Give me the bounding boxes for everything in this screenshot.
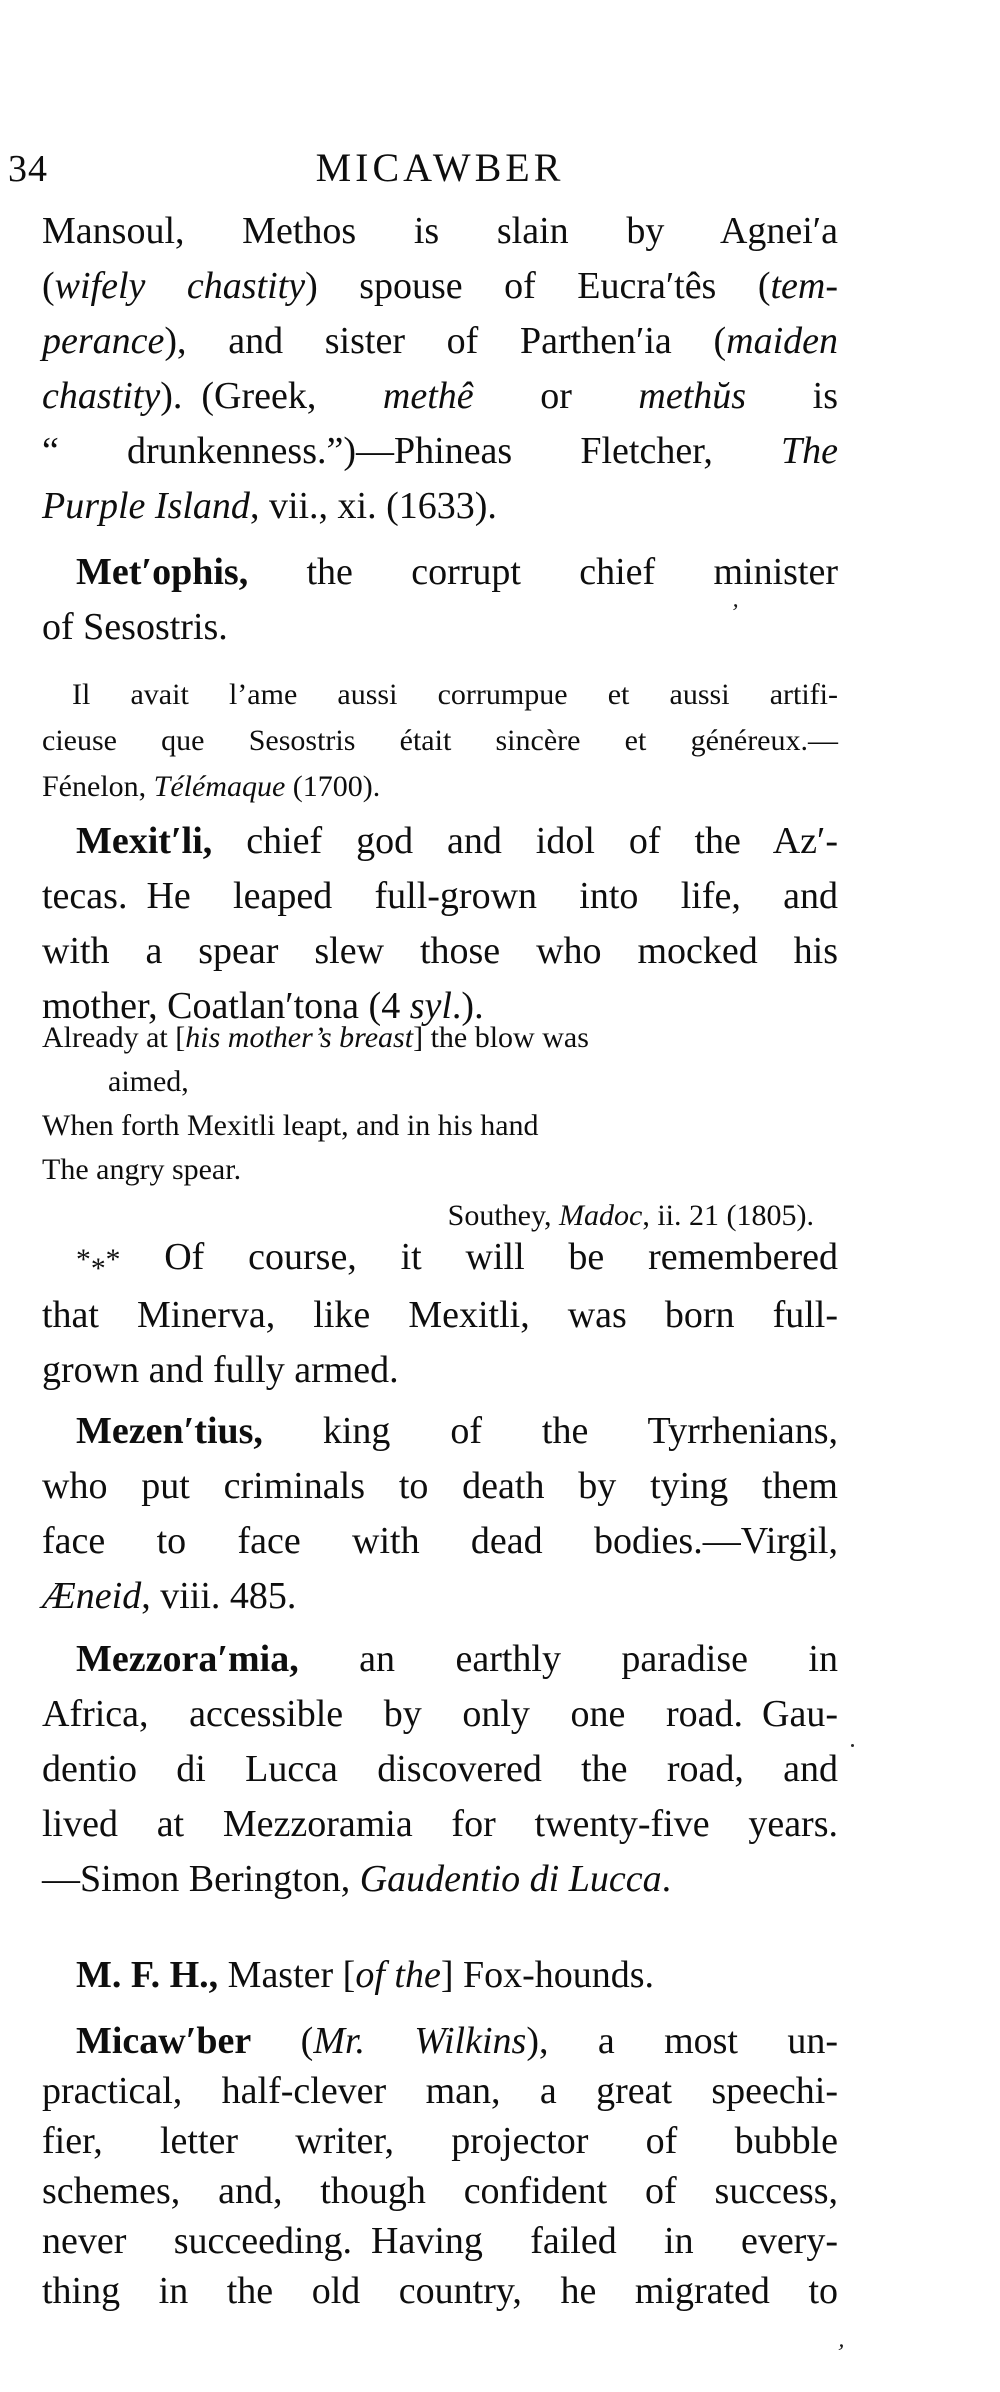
text-line: practical, half-clever man, a great speechi- [42,2070,838,2112]
text-line: Fénelon, Télémaque (1700). [42,770,381,803]
poem-attribution: Southey, Madoc, ii. 21 (1805). [447,1199,814,1232]
quote-southey [42,1016,838,1238]
text-line: “ drunkenness.”)—Phineas Fletcher, The [42,430,838,472]
entry-mexitli [42,814,838,1034]
text-line: never succeeding. Having failed in every- [42,2220,838,2262]
text-line: lived at Mezzoramia for twenty-five years. [42,1803,838,1845]
poem-line: The angry spear. [42,1153,242,1186]
text-line: Æneid, viii. 485. [42,1575,297,1617]
text-line: who put criminals to death by tying them [42,1465,838,1507]
text-line: Purple Island, vii., xi. (1633). [42,485,497,527]
quote-fenelon [42,672,838,810]
entry-mezentius [42,1404,838,1624]
text-line: that Minerva, like Mexitli, was born full- [42,1294,838,1336]
text-line: Mezen′tius, king of the Tyrrhenians, [76,1410,838,1452]
entry-metophis [42,545,838,655]
scan-ink-mark: ’ [833,2339,847,2367]
text-line: Mexit′li, chief god and idol of the Az′- [76,820,838,862]
text-line: with a spear slew those who mocked his [42,930,838,972]
text-line: M. F. H., Master [of the] Fox-hounds. [76,1954,655,1996]
text-line: mother, Coatlan′tona (4 syl.). [42,985,484,1027]
text-line: Met′ophis, the corrupt chief minister [76,551,838,593]
text-line: perance), and sister of Parthen′ia (maiden [42,320,838,362]
text-line: dentio di Lucca discovered the road, and [42,1748,838,1790]
text-line: of Sesostris. [42,606,228,648]
text-line: (wifely chastity) spouse of Eucra′tês (tem- [42,265,839,307]
running-head: MICAWBER [315,145,565,190]
text-line: face to face with dead bodies.—Virgil, [42,1520,838,1562]
poem-line: aimed, [108,1065,189,1098]
text-line: chastity). (Greek, methê or methŭs is [42,375,838,417]
text-line: *** Of course, it will be remembered [76,1236,838,1285]
poem-line: Already at [his mother’s breast] the blow was [42,1021,589,1054]
note-minerva [42,1230,838,1398]
entry-mfh [42,1948,838,2003]
text-line: grown and fully armed. [42,1349,399,1391]
poem-line: When forth Mexitli leapt, and in his hand [42,1109,539,1142]
text-line: Il avait l’ame aussi corrumpue et aussi artifi- [72,678,838,711]
text-line: Mansoul, Methos is slain by Agnei′a [42,210,838,252]
text-line: Africa, accessible by only one road. Gau- [42,1693,838,1735]
text-line: thing in the old country, he migrated to [42,2270,838,2312]
asterism-icon: *** [76,1244,121,1285]
entry-mansoul-continuation [42,204,838,534]
scan-ink-mark: ’ [730,599,740,627]
scan-speck [851,1744,854,1747]
text-line: Micaw′ber (Mr. Wilkins), a most un- [76,2020,838,2062]
entry-mezzoramia [42,1632,838,1907]
text-line: —Simon Berington, Gaudentio di Lucca. [42,1858,672,1900]
text-line: cieuse que Sesostris était sincère et généreux.— [42,724,838,757]
page-number: 34 [8,148,48,190]
text-line: tecas. He leaped full-grown into life, and [42,875,838,917]
text-line: fier, letter writer, projector of bubble [42,2120,838,2162]
text-line: schemes, and, though confident of success, [42,2170,838,2212]
entry-micawber [42,2016,838,2316]
text-line: Mezzora′mia, an earthly paradise in [76,1638,838,1680]
